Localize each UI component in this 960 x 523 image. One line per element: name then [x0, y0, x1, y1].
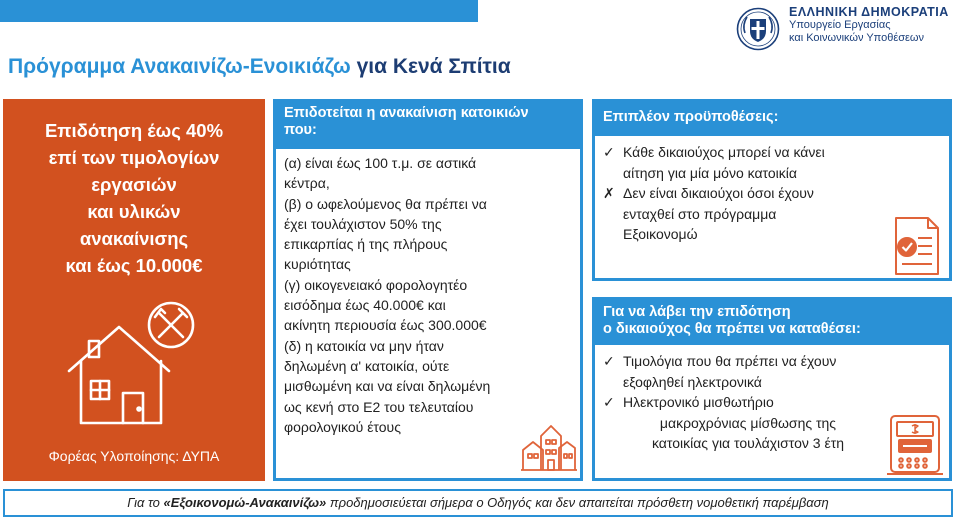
- subsidy-line: εργασιών: [91, 174, 177, 195]
- village-houses-icon: [519, 420, 579, 474]
- gov-name: ΕΛΛΗΝΙΚΗ ΔΗΜΟΚΡΑΤΙΑ: [789, 5, 949, 19]
- footer-prefix: Για το: [127, 495, 164, 510]
- heading-line: που:: [284, 122, 317, 138]
- heading-line: Για να λάβει την επιδότηση: [603, 304, 791, 320]
- list-item-line: Τιμολόγια που θα πρέπει να έχουν: [623, 353, 837, 369]
- implementing-body: Φορέας Υλοποίησης: ΔΥΠΑ: [48, 448, 220, 464]
- check-icon: ✓: [603, 144, 615, 160]
- greek-coat-of-arms-icon: [736, 7, 780, 51]
- list-item: [603, 142, 949, 183]
- list-item-line: Ηλεκτρονικό μισθωτήριο: [623, 394, 774, 410]
- subsidy-line: ανακαίνισης: [79, 228, 189, 249]
- list-item-text: [623, 183, 873, 245]
- criteria-line: (β) ο ωφελούμενος θα πρέπει να: [284, 195, 487, 212]
- subsidy-headline: [3, 117, 265, 279]
- list-item-line: Κάθε δικαιούχος μπορεί να κάνει: [623, 144, 825, 160]
- list-item-line: αίτηση για μία μόνο κατοικία: [623, 164, 797, 181]
- list-item: [603, 351, 949, 392]
- title-part-1: Πρόγραμμα Ανακαινίζω-Ενοικιάζω: [8, 55, 351, 78]
- subsidy-line: Επιδότηση έως 40%: [44, 120, 224, 141]
- required-documents-heading: [595, 300, 949, 345]
- list-item-line: κατοικίας για τουλάχιστον 3 έτη: [651, 435, 845, 451]
- ministry-text-block: [789, 6, 949, 45]
- list-item-line: εξοφληθεί ηλεκτρονικά: [623, 373, 762, 390]
- list-item-text: [623, 392, 873, 454]
- heading-line: ο δικαιούχος θα πρέπει να καταθέσει:: [603, 321, 861, 337]
- pos-terminal-icon: [885, 412, 945, 478]
- title-part-2: για Κενά Σπίτια: [350, 55, 511, 78]
- eligible-properties-heading: [276, 102, 580, 149]
- heading-line: Επιδοτείται η ανακαίνιση κατοικιών: [284, 105, 529, 121]
- criteria-line: (γ) οικογενειακό φορολογητέο: [284, 276, 468, 293]
- criteria-line: επικαρπίας ή της πλήρους: [284, 236, 448, 253]
- criteria-line: μισθωμένη και να είναι δηλωμένη: [284, 378, 491, 395]
- footer-note: [3, 489, 953, 517]
- criteria-line: (δ) η κατοικία να μην ήταν: [284, 337, 444, 354]
- list-item-line: Δεν είναι δικαιούχοι όσοι έχουν: [623, 185, 814, 201]
- list-item-text: [623, 351, 873, 392]
- checklist-document-icon: [890, 214, 942, 278]
- criteria-line: έχει τουλάχιστον 50% της: [284, 215, 442, 232]
- extra-requirements-heading: Επιπλέον προϋποθέσεις:: [595, 102, 949, 136]
- house-with-tools-icon: [61, 299, 201, 427]
- list-item-line: μακροχρόνιας μίσθωσης της: [659, 414, 837, 431]
- criteria-line: δηλωμένη α' κατοικία, ούτε: [284, 357, 450, 374]
- list-item-text: [623, 142, 873, 183]
- ministry-line-1: Υπουργείο Εργασίας: [789, 19, 891, 31]
- top-accent-bar: [0, 0, 478, 22]
- footer-highlight: «Εξοικονομώ-Ανακαινίζω»: [163, 495, 327, 510]
- subsidy-highlight-panel: [3, 99, 265, 481]
- subsidy-line: επί των τιμολογίων: [48, 147, 220, 168]
- cross-icon: ✗: [603, 185, 615, 201]
- list-item-line: ενταχθεί στο πρόγραμμα: [623, 205, 777, 222]
- criteria-line: ακίνητη περιουσία έως 300.000€: [284, 317, 487, 334]
- ministry-line-2: και Κοινωνικών Υποθέσεων: [789, 32, 925, 44]
- list-item-line: Εξοικονομώ: [623, 226, 698, 242]
- subsidy-line: και υλικών: [87, 201, 181, 222]
- check-icon: ✓: [603, 394, 615, 410]
- footer-suffix: προδημοσιεύεται σήμερα ο Οδηγός και δεν απαιτείται πρόσθετη νομοθετική παρέμβαση: [326, 495, 829, 510]
- criteria-line: κέντρα,: [284, 175, 330, 192]
- page-title: [8, 55, 511, 79]
- criteria-line: φορολογικού έτους: [284, 418, 401, 435]
- subsidy-line: και έως 10.000€: [65, 255, 203, 276]
- check-icon: ✓: [603, 353, 615, 369]
- criteria-line: ως κενή στο Ε2 του τελευταίου: [284, 398, 474, 415]
- criteria-line: κυριότητας: [284, 256, 351, 273]
- criteria-line: (α) είναι έως 100 τ.μ. σε αστικά: [284, 155, 477, 171]
- criteria-list: [276, 149, 580, 437]
- criteria-line: εισόδημα έως 40.000€ και: [284, 297, 446, 314]
